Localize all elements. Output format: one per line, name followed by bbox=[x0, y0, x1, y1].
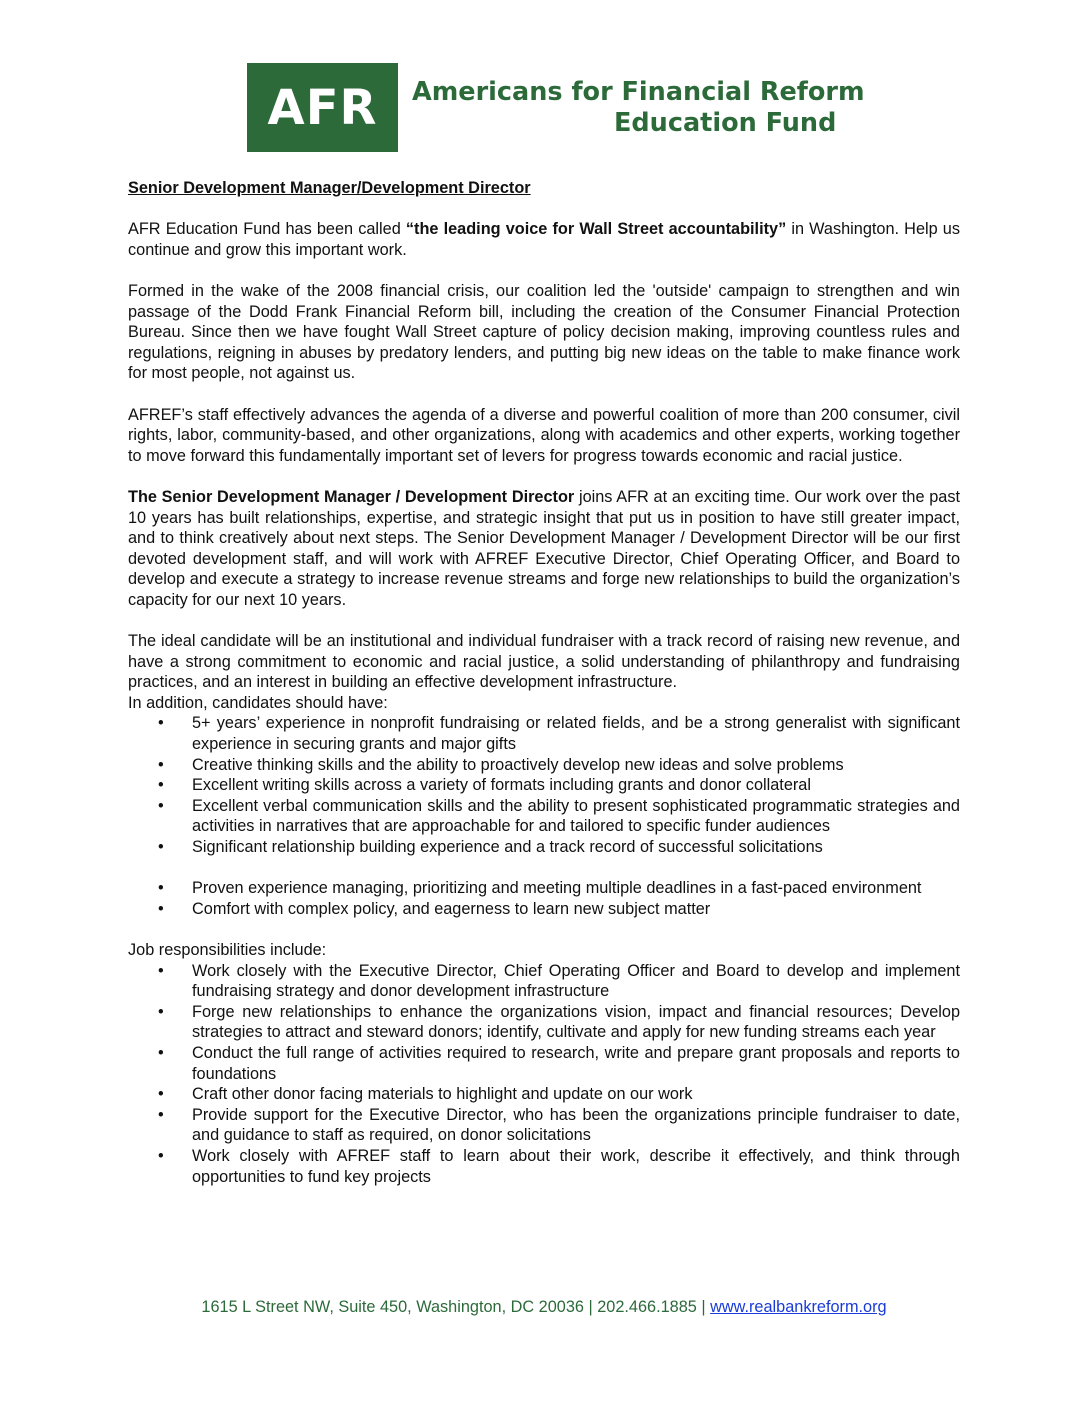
afr-logo bbox=[247, 63, 865, 152]
role-text: joins AFR at an exciting time. Our work over the past 10 years has built relationships, expertise, and strategic insight that put us in position to have still greater impact, and to think creatively about next steps. The Senior Development Manager / Development Director will be our first devoted development staff, and will work with AFREF Executive Director, Chief Operating Officer, and Board to develop and execute a strategy to increase revenue streams and forge new relationships to build the organization’s capacity for our next 10 years. bbox=[128, 487, 960, 609]
intro-pre: AFR Education Fund has been called bbox=[128, 220, 406, 239]
list-item: • Work closely with the Executive Director, Chief Operating Officer and Board to develop and implement fundraising strategy and donor development infrastructure bbox=[128, 961, 960, 1002]
staff-paragraph: AFREF’s staff effectively advances the agenda of a diverse and powerful coalition of more than 200 consumer, civil rights, labor, community-based, and other organizations, along with academics and other experts, working together to move forward this fundamentally important set of levers for progress towards economic and racial justice. bbox=[128, 405, 960, 465]
list-item: • Work closely with AFREF staff to learn about their work, describe it effectively, and think through opportunities to fund key projects bbox=[128, 1146, 960, 1187]
job-posting bbox=[128, 178, 960, 1208]
logo-wordmark bbox=[412, 77, 865, 139]
responsibilities-list bbox=[128, 961, 960, 1188]
ideal-candidate-paragraph: The ideal candidate will be an institutional and individual fundraiser with a track record of raising new revenue, and have a strong commitment to economic and racial justice, a solid understanding of philanthropy and fundraising practices, and an interest in building an effective development infrastructure. bbox=[128, 632, 960, 692]
list-item: • Excellent verbal communication skills and the ability to present sophisticated programmatic strategies and activities in narratives that are approachable for and tailored to specific funder audiences bbox=[128, 796, 960, 837]
intro-paragraph bbox=[128, 219, 960, 260]
formed-paragraph: Formed in the wake of the 2008 financial crisis, our coalition led the 'outside' campaign to strengthen and win passage of the Dodd Frank Financial Reform bill, including the creation of the Consumer Financial Protection Bureau. Since then we have fought Wall Street capture of policy decision making, improving countless rules and regulations, reigning in abuses by predatory lenders, and putting big new ideas on the table to make finance work for most people, not against us. bbox=[128, 281, 960, 383]
list-item: • Provide support for the Executive Director, who has been the organizations principle fundraiser to date, and guidance to staff as required, on donor solicitations bbox=[128, 1105, 960, 1146]
list-item: • Excellent writing skills across a variety of formats including grants and donor collateral bbox=[128, 775, 960, 796]
intro-quote: “the leading voice for Wall Street accountability” bbox=[405, 220, 787, 239]
role-title-bold: The Senior Development Manager / Development Director bbox=[128, 487, 575, 506]
logo-mark: AFR bbox=[247, 63, 398, 152]
list-item: • Significant relationship building experience and a track record of successful solicitations bbox=[128, 837, 960, 858]
list-item: • 5+ years’ experience in nonprofit fundraising or related fields, and be a strong generalist with significant experience in securing grants and major gifts bbox=[128, 713, 960, 754]
list-item: • Comfort with complex policy, and eagerness to learn new subject matter bbox=[128, 899, 960, 920]
footer-address: 1615 L Street NW, Suite 450, Washington, DC 20036 | 202.466.1885 | bbox=[201, 1298, 711, 1316]
responsibilities-intro: Job responsibilities include: bbox=[128, 940, 327, 959]
qualifications-list bbox=[128, 713, 960, 919]
role-paragraph bbox=[128, 487, 960, 611]
logo-line-2: Education Fund bbox=[614, 107, 837, 138]
list-item: • Craft other donor facing materials to highlight and update on our work bbox=[128, 1084, 960, 1105]
intro-post: in Washington. Help us continue and grow this important work. bbox=[128, 220, 960, 259]
list-item: • Creative thinking skills and the ability to proactively develop new ideas and solve problems bbox=[128, 755, 960, 776]
list-item: • Proven experience managing, prioritizing and meeting multiple deadlines in a fast-paced environment bbox=[128, 878, 960, 899]
job-title: Senior Development Manager/Development Director bbox=[128, 179, 531, 197]
footer bbox=[0, 1298, 1088, 1317]
list-item: • Forge new relationships to enhance the organizations vision, impact and financial resources; Develop strategies to attract and steward donors; identify, cultivate and apply for new funding streams each year bbox=[128, 1002, 960, 1043]
qualifications-intro: In addition, candidates should have: bbox=[128, 693, 388, 712]
website-link[interactable]: www.realbankreform.org bbox=[710, 1298, 887, 1316]
list-item: • Conduct the full range of activities required to research, write and prepare grant proposals and reports to foundations bbox=[128, 1043, 960, 1084]
logo-line-1: Americans for Financial Reform bbox=[412, 76, 865, 107]
